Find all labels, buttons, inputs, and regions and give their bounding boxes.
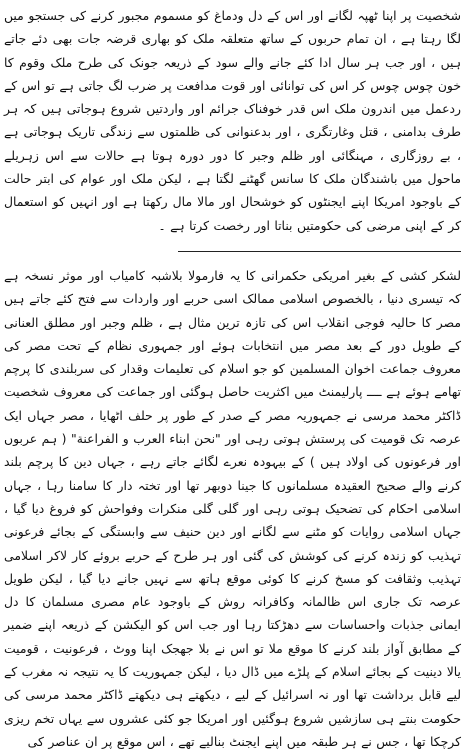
section-divider	[178, 251, 461, 252]
document-page	[4, 4, 461, 749]
article-paragraph: لشکر کشی کے بغیر امریکی حکمرانی کا یہ فارمولا بلاشبہ کامیاب اور موثر نسخہ ہے کہ تیسری دنیا ، بالخصوص اسلامی ممالک اسی حربے اور واردات سے فتح کئے جاتے ہیں مصر کا حالیہ فوجی انقلاب اس کی تازہ ترین مثال ہے ، ظلم وجبر اور مطلق العنانی کے طویل دور کے بعد مصر میں انتخابات ہوئے اور جمہوری نظام کے تحت مصر کی معروف جماعت اخوان المسلمین کو جو اسلام کی تعلیمات وقدار کی سربلندی کا پرچم تھامے ہوئے ہے ــــ پارلیمنٹ میں اکثریت حاصل ہوگئی اور جماعت کی معروف شخصیت ڈاکٹر محمد مرسی نے جمہوریہ مصر کے صدر کے طور پر حلف اٹھایا ، مصر جہاں ایک عرصہ تک قومیت کی پرستش ہوتی رہی اور "نحن ابناء العرب و الفراعنة" ( ہم عربوں اور فرعونوں کی اولاد ہیں ) کے بیہودہ نعرے لگائے جاتے رہے ، جہاں دین کا پرچم بلند کرنے والے صحیح العقیدہ مسلمانوں کا جینا دوبھر تھا اور تختہ دار کا سامنا رہا ، جہاں اسلامی احکام کی تضحیک ہوتی رہی اور گلی گلی منکرات وفواحش کو فروغ دیا گیا ، جہاں اسلامی روایات کو مٹنے سے لگانے اور دین حنیف سے وابستگی کے بجائے فرعونی تہذیب کو زندہ کرنے کی کوشش کی گئی اور ہر طرح کے حربے بروئے کار لاکر اسلامی تہذیب وثقافت کو مسخ کرنے کا کوئی موقع ہاتھ سے نہیں جانے دیا گیا ، لیکن طویل عرصہ تک جاری اس ظالمانہ وکافرانہ روش کے باوجود عام مصری مسلمان کا دل ایمانی جذبات واحساسات سے دھڑکتا رہا اور جب اس کو الیکشن کے ذریعہ اپنے ضمیر کے مطابق آواز بلند کرنے کا موقع ملا تو اس نے بلا جھجک اپنا ووٹ ، فرعونیت ، قومیت یالا دینیت کے بجائے اسلام کے پلڑے میں ڈال دیا ، لیکن جمہوریت کا یہ نتیجہ نہ مغرب کے لیے قابل برداشت تھا اور نہ اسرائیل کے لیے ، دیکھتے ہی دیکھتے ڈاکٹر محمد مرسی کی حکومت بنتے ہی سازشیں شروع ہوگئیں اور امریکا جو کئی عشروں سے یہاں تخم ریزی کرچکا تھا ، جس نے ہر طبقہ میں اپنے ایجنٹ بنالیے تھے ، اس موقع پر ان عناصر کی	[4, 267, 461, 749]
article-paragraph: شخصیت پر اپنا ٹھپہ لگانے اور اس کے دل ودماغ کو مسموم مجبور کرنے کی جستجو میں لگا رہتا ہے ، ان تمام حربوں کے ساتھ متعلقہ ملک کو بھاری قرضہ جات بھی دئے جاتے ہیں ، اور جب ہر سال ادا کئے جانے والے سود کے ذریعہ جونک کی طرح ملک وقوم کا خون چوس چوس کر اس کی توانائی اور قوت مدافعت پر ضرب لگ جاتی ہے تو اس کے ردعمل میں اندرون ملک اس قدر خوفناک جرائم اور واردتیں شروع ہوجاتی ہیں کہ ہر طرف بدامنی ، قتل وغارتگری ، اور بدعنوانی کی ظلمتوں سے زندگی تاریک ہوجاتی ہے ، بے روزگاری ، مہنگائی اور ظلم وجبر کا دور دورہ ہوتا ہے حالات سے اس زہریلے ماحول میں باشندگان ملک کا سانس گھٹنے لگتا ہے ، لیکن ملک اور عوام کی ابتر حالت کے باوجود امریکا اپنے ایجنٹوں کو خوشحال اور مالا مال رکھتا ہے اور انہیں کو استعمال کر کے اپنی مرضی کی حکومتیں بناتا اور رخصت کرتا ہے ۔	[4, 8, 461, 233]
